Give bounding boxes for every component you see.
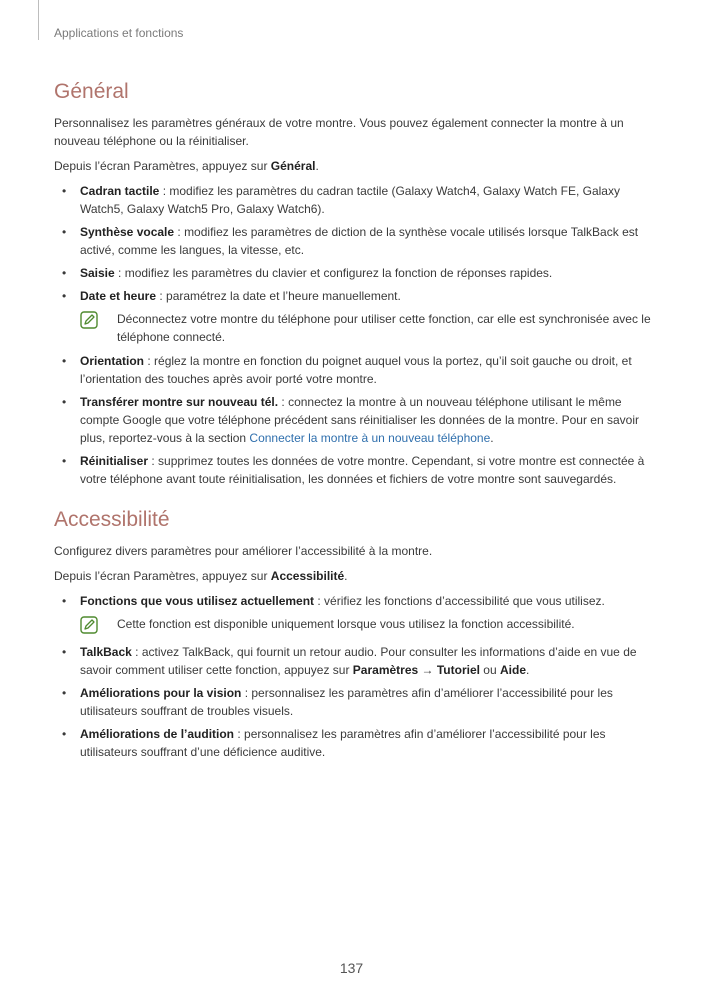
note-text: Déconnectez votre montre du téléphone pour utiliser cette fonction, car elle est synchronisée avec le téléphone connecté. [117,312,651,344]
accessibility-list-cont [54,643,652,761]
section-title-accessibility: Accessibilité [54,508,170,531]
general-list [54,182,652,305]
list-item-cadran-tactile: • Cadran tactile : modifiez les paramètres du cadran tactile (Galaxy Watch4, Galaxy Watch FE, Galaxy Watch5, Galaxy Watch5 Pro, Galaxy Watch6). [54,182,652,218]
note-icon [80,311,98,329]
general-intro: Personnalisez les paramètres généraux de votre montre. Vous pouvez également connecter la montre à un nouveau téléphone ou la réinitialiser. [54,116,624,148]
list-item-transferer: • Transférer montre sur nouveau tél. : connectez la montre à un nouveau téléphone utilisant le même compte Google que votre téléphone précédent sans réinitialiser les données de la montre. Pour en savoir plus, reportez-vous à la section Connecter la montre à un nouveau téléphone. [54,393,652,447]
section-accessibility [54,508,652,761]
section-title-general: Général [54,80,129,103]
list-item-audition: • Améliorations de l’audition : personnalisez les paramètres afin d’améliorer l’accessibilité pour les utilisateurs souffrant d’une déficience auditive. [54,725,652,761]
list-item-talkback: • TalkBack : activez TalkBack, qui fournit un retour audio. Pour consulter les informations d’aide en vue de savoir comment utiliser cette fonction, appuyez sur Paramètres → Tutoriel ou Aide. [54,643,652,679]
note-general [80,310,652,346]
list-item-orientation: • Orientation : réglez la montre en fonction du poignet auquel vous la portez, qu’il soit gauche ou droit, et l’orientation des touches après avoir porté votre montre. [54,352,652,388]
list-item-fonctions-utilisees: • Fonctions que vous utilisez actuellement : vérifiez les fonctions d’accessibilité que vous utilisez. [54,592,652,610]
general-path: Depuis l’écran Paramètres, appuyez sur Général. [54,159,319,173]
list-item-vision: • Améliorations pour la vision : personnalisez les paramètres afin d’améliorer l’accessibilité pour les utilisateurs souffrant de troubles visuels. [54,684,652,720]
note-accessibility [80,615,652,637]
list-item-saisie: • Saisie : modifiez les paramètres du clavier et configurez la fonction de réponses rapides. [54,264,652,282]
list-item-date-heure: • Date et heure : paramétrez la date et l’heure manuellement. [54,287,652,305]
general-list-cont [54,352,652,488]
list-item-synthese-vocale: • Synthèse vocale : modifiez les paramètres de diction de la synthèse vocale utilisés lorsque TalkBack est activé, comme les langues, la vitesse, etc. [54,223,652,259]
page-content [54,80,652,766]
note-icon [80,616,98,634]
section-general [54,80,652,488]
page-rule [38,0,39,40]
page-number: 137 [339,960,364,976]
list-item-reinitialiser: • Réinitialiser : supprimez toutes les données de votre montre. Cependant, si votre montre est connectée à votre téléphone avant toute réinitialisation, les données et fichiers de votre montre sont sauvegardés. [54,452,652,488]
accessibility-path: Depuis l’écran Paramètres, appuyez sur Accessibilité. [54,569,348,583]
accessibility-intro: Configurez divers paramètres pour améliorer l’accessibilité à la montre. [54,544,433,558]
accessibility-list [54,592,652,610]
running-header: Applications et fonctions [54,26,184,40]
link-connect-new-phone[interactable]: Connecter la montre à un nouveau téléphone [249,431,491,445]
note-text: Cette fonction est disponible uniquement lorsque vous utilisez la fonction accessibilité. [117,617,575,631]
